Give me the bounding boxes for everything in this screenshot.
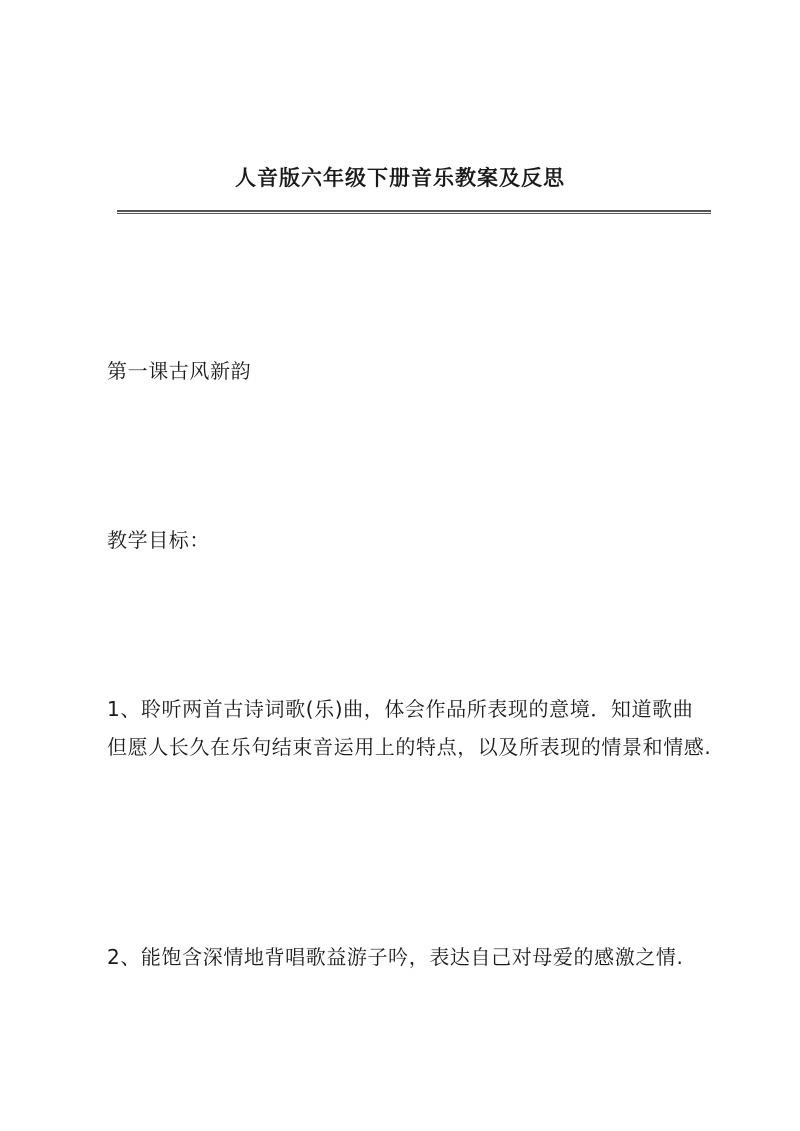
goal-item-2: 2、能饱含深情地背唱歌益游子吟，表达自己对母爱的感激之情. [107, 945, 684, 969]
goal-item-1: 1、聆听两首古诗词歌(乐)曲，体会作品所表现的意境．知道歌曲但愿人长久在乐句结束音运用上的特点，以及所表现的情景和情感. [107, 697, 712, 759]
lesson-heading: 第一课古风新韵 [107, 359, 252, 383]
goals-heading: 教学目标： [107, 528, 210, 552]
document-title: 人音版六年级下册音乐教案及反思 [235, 165, 565, 190]
title-underline [117, 210, 711, 214]
